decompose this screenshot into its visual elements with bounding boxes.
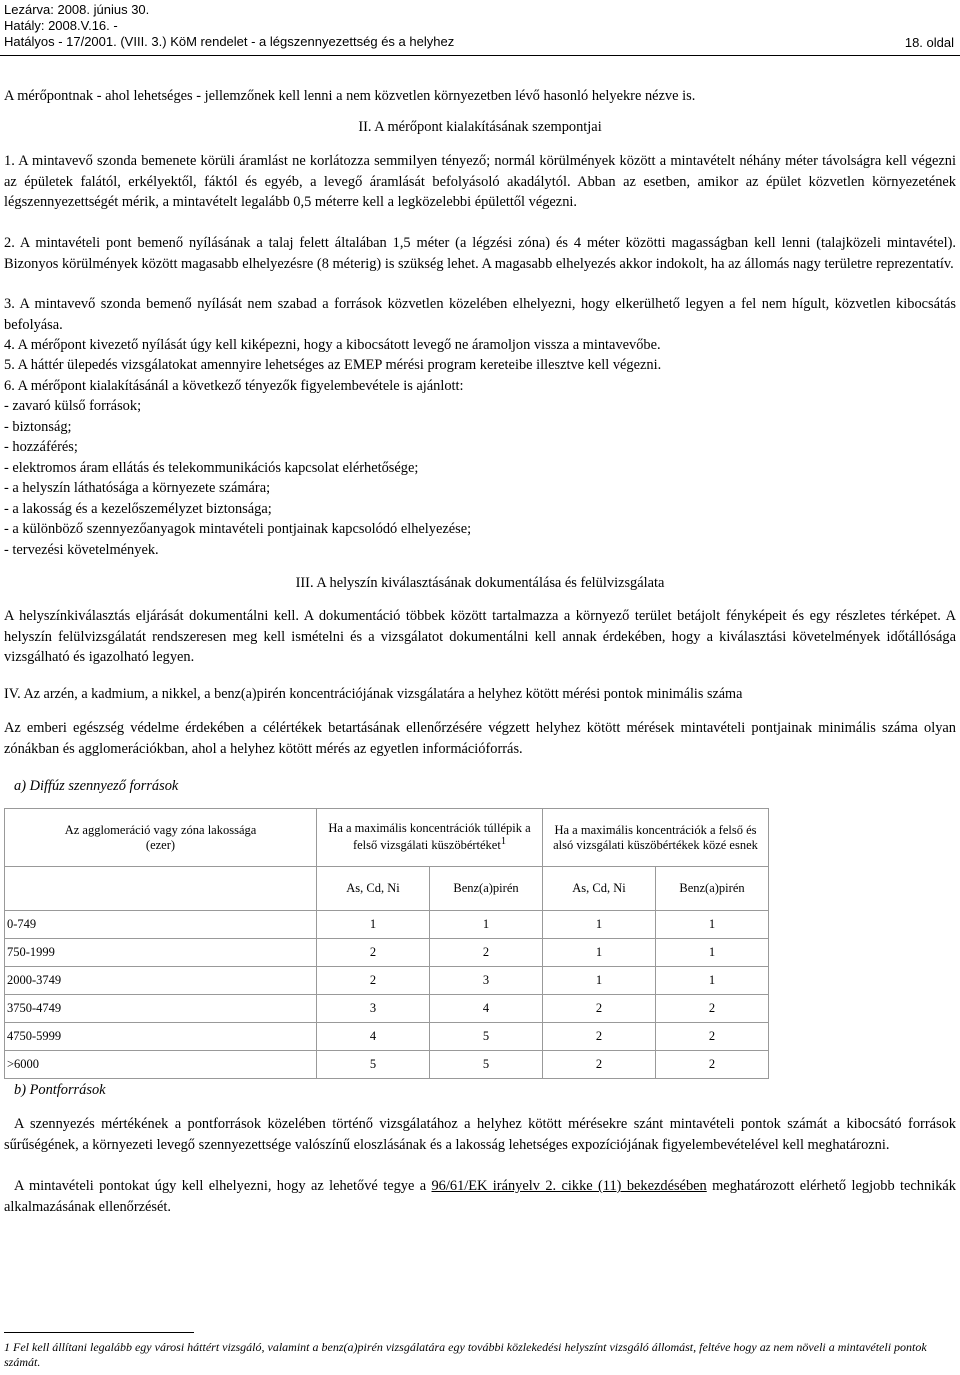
section-2-item-6: 6. A mérőpont kialakításánál a következő tényezők figyelembevétele is ajánlott: (4, 378, 464, 394)
section-4-title: IV. Az arzén, a kadmium, a nikkel, a benz(a)pirén koncentrációjának vizsgálatára a helyhez kötött mérési pontok minimális száma (4, 686, 743, 702)
table-row: 3750-4749 3 4 2 2 (5, 995, 769, 1023)
table-subheader: Benz(a)pirén (430, 867, 543, 911)
header-rule (0, 55, 960, 56)
page-number: 18. oldal (904, 35, 954, 50)
table-header-above-upper-threshold: Ha a maximális koncentrációk túllépik a felső vizsgálati küszöbértéket$^1$ (317, 809, 543, 867)
section-2-item-3: 3. A mintavevő szonda bemenő nyílását nem szabad a források közvetlen közelében elhelyezni, hogy elkerülhető legyen a fel nem hígult, közvetlen kibocsátás befolyása. (4, 296, 956, 333)
list-item: - tervezési követelmények. (4, 541, 159, 558)
point-sources-paragraph: A szennyezés mértékének a pontforrások közelében történő vizsgálatához a helyhez kötött mérésekre szánt mintavételi pontok számát a kibocsátó források sűrűségének, a környezeti levegő szennyezettsége valószínű eloszlásának és a lakosság lehetséges expozíciójának figyelembevételével kell meghatározni. (4, 1116, 956, 1153)
table-row: 750-1999 2 2 1 1 (5, 939, 769, 967)
table-header-empty (5, 867, 317, 911)
section-3-paragraph: A helyszínkiválasztás eljárását dokumentálni kell. A dokumentáció többek között tartalmazza a környező terület betájolt fényképeit és egy részletes térképet. A helyszín felülvizsgálatát rendszeresen meg kell ismételni és a vizsgálatot dokumentálni kell annak érdekében, hogy a kiválasztási követelmények időtállósága vizsgálható és igazolható legyen. (4, 608, 956, 665)
table-subheader: As, Cd, Ni (317, 867, 430, 911)
list-item: - a helyszín láthatósága a környezete számára; (4, 480, 271, 496)
footnote-rule (4, 1332, 194, 1333)
table-header-between-thresholds: Ha a maximális koncentrációk a felső és alsó vizsgálati küszöbértékek közé esnek (543, 809, 769, 867)
list-item: - hozzáférés; (4, 439, 78, 455)
list-item: - a különböző szennyezőanyagok mintavételi pontjainak kapcsolódó elhelyezése; (4, 521, 472, 537)
table-row: 0-749 1 1 1 1 (5, 911, 769, 939)
section-2-item-1: 1. A mintavevő szonda bemenete körüli áramlást ne korlátozza semmilyen tényező; normál körülmények között a mintavételt néhány méter távolságra kell végezni az épületek falától, erkélyektől, fáktól és egyéb, a levegő áramlását befolyásoló akadálytól. Abban az esetben, amikor az épület közvetlen környezetének légszennyezettségét mérik, a mintavételt legalább 0,5 méterre kell a legközelebbi épülettől végezni. (4, 153, 956, 210)
table-subheader: Benz(a)pirén (656, 867, 769, 911)
header-document-title: Hatályos - 17/2001. (VIII. 3.) KöM rendelet - a légszennyezettség és a helyhez (4, 34, 455, 49)
subsection-b-title: b) Pontforrások (14, 1082, 106, 1098)
table-row: >6000 5 5 2 2 (5, 1051, 769, 1079)
list-item: - a lakosság és a kezelőszemélyzet biztonsága; (4, 500, 272, 517)
list-item: - elektromos áram ellátás és telekommunikációs kapcsolat elérhetősége; (4, 459, 419, 476)
table-row: 4750-5999 4 5 2 2 (5, 1023, 769, 1051)
section-3-title: III. A helyszín kiválasztásának dokumentálása és felülvizsgálata (295, 575, 665, 591)
header-effective-date: Hatály: 2008.V.16. - (4, 18, 118, 33)
sampling-points-table (4, 808, 769, 1079)
footnote: 1 Fel kell állítani legalább egy városi háttért vizsgáló, valamint a benz(a)pirén vizsgálatára egy további közlekedési helyszínt vizsgáló állomást, feltéve hogy az nem növeli a mintavételi pontok számát. (4, 1340, 927, 1369)
point-sources-paragraph-2: A mintavételi pontokat úgy kell elhelyezni, hogy az lehetővé tegye a 96/61/EK irányelv 2. cikke (11) bekezdésében meghatározott elérhető legjobb technikák alkalmazásának ellenőrzését. (4, 1178, 956, 1215)
table-row: 2000-3749 2 3 1 1 (5, 967, 769, 995)
factor-list (4, 396, 956, 560)
section-2-item-5: 5. A háttér ülepedés vizsgálatokat amennyire lehetséges az EMEP mérési program kereteibe illesztve kell végezni. (4, 357, 662, 373)
directive-link[interactable]: 96/61/EK irányelv 2. cikke (11) bekezdésében (431, 1178, 707, 1194)
section-4-paragraph: Az emberi egészség védelme érdekében a célértékek betartásának ellenőrzésére végzett helyhez kötött mérések mintavételi pontjainak minimális száma olyan zónákban és agglomerációkban, ahol a helyhez kötött mérés az egyetlen információforrás. (4, 720, 956, 757)
table-header-population: Az agglomeráció vagy zóna lakossága (ezer) (5, 809, 317, 867)
list-item: - zavaró külső források; (4, 398, 142, 414)
table-subheader: As, Cd, Ni (543, 867, 656, 911)
header-closed-date: Lezárva: 2008. június 30. (4, 2, 150, 17)
section-2-item-2: 2. A mintavételi pont bemenő nyílásának a talaj felett általában 1,5 méter (a légzési zóna) és 4 méter közötti magasságban kell lenni (talajközeli mintavétel). Bizonyos körülmények között magasabb elhelyezésre (8 méterig) is szükség lehet. A magasabb elhelyezés akkor indokolt, ha az állomás nagy területre reprezentatív. (4, 235, 956, 272)
subsection-a-title: a) Diffúz szennyező források (14, 778, 179, 794)
section-2-title: II. A mérőpont kialakításának szempontjai (358, 119, 602, 135)
intro-paragraph: A mérőpontnak - ahol lehetséges - jellemzőnek kell lenni a nem közvetlen környezetben lévő hasonló helyekre nézve is. (4, 88, 696, 104)
list-item: - biztonság; (4, 418, 72, 435)
section-2-item-4: 4. A mérőpont kivezető nyílását úgy kell kiképezni, hogy a kibocsátott levegő ne áramoljon vissza a mintavevőbe. (4, 337, 661, 353)
